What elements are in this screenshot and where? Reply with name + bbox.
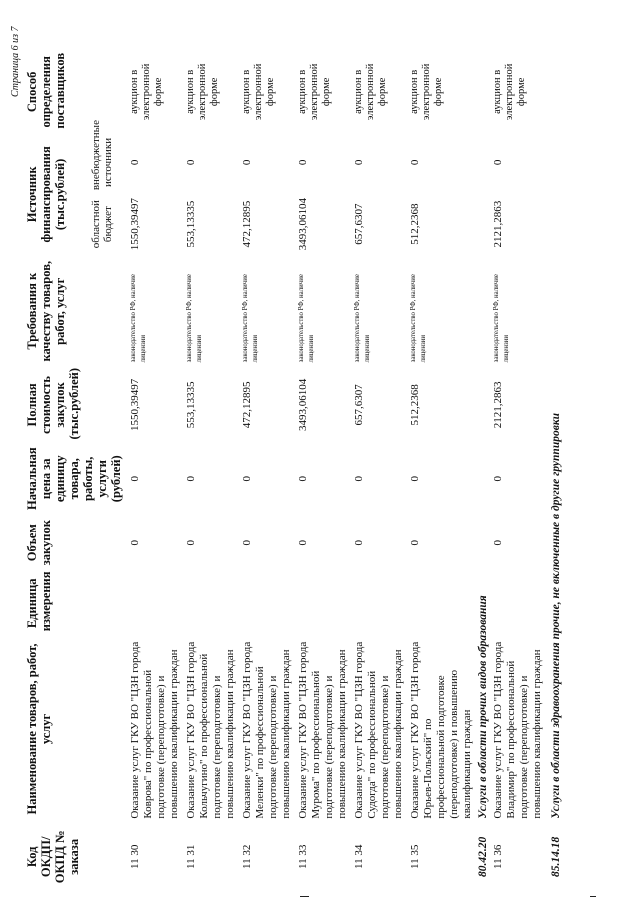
row-regional: 553,13335: [185, 200, 197, 248]
header-code: Код ОКДП/ ОКПД № заказа: [25, 830, 81, 884]
row-name: Оказание услуг ГКУ ВО "ЦЗН города Меленки" по профессиональной подготовке (переподготовке) и повышению квалификации граждан: [241, 641, 292, 819]
row-unit: [127, 571, 183, 635]
header-volume: Объем закупок: [25, 520, 53, 566]
row-offbudget: 0: [185, 159, 197, 166]
row-unit: [490, 571, 546, 635]
table-row: [351, 51, 407, 891]
page-footer: Страница 6 из 7: [10, 26, 21, 97]
row-price: 0: [409, 476, 421, 482]
row-cost: 3493,06104: [297, 378, 309, 432]
table-row: [295, 51, 351, 891]
scan-mark: [300, 896, 309, 897]
row-cost: 657,6307: [353, 384, 365, 426]
row-volume: 0: [129, 539, 141, 546]
row-offbudget: 0: [241, 159, 253, 166]
row-method: аукцион в электронной форме: [129, 63, 164, 121]
row-requirements: законодательство РФ, наличие лицензии: [354, 274, 371, 363]
row-unit: [183, 571, 239, 635]
row-name: Оказание услуг ГКУ ВО "ЦЗН города Коврова" по профессиональной подготовке (переподготовке) и повышению квалификации граждан: [129, 641, 180, 819]
header-funding-offbudget: внебюджетные источники: [89, 120, 114, 191]
row-requirements: законодательство РФ, наличие лицензии: [410, 274, 427, 363]
table-row: [490, 51, 546, 891]
row-regional: 512,2368: [409, 203, 421, 245]
row-code: 11 31: [185, 844, 197, 869]
row-name: Оказание услуг ГКУ ВО "ЦЗН города Владимир" по профессиональной подготовке (переподготовке) и повышению квалификации граждан: [492, 641, 543, 819]
header-name: Наименование товаров, работ, услуг: [25, 643, 53, 815]
header-unit: Единица измерения: [25, 571, 53, 632]
row-volume: 0: [185, 539, 197, 546]
row-volume: 0: [297, 539, 309, 546]
row-requirements: законодательство РФ, наличие лицензии: [493, 274, 510, 363]
row-regional: 3493,06104: [297, 198, 309, 251]
group-title: Услуги в области здравоохранения прочие, не включенные в другие группировки: [550, 412, 562, 819]
row-method: аукцион в электронной форме: [353, 63, 388, 121]
row-unit: [407, 571, 476, 635]
row-code: 11 36: [492, 844, 504, 869]
group-title: Услуги в области прочих видов образования: [477, 595, 489, 819]
row-price: 0: [353, 476, 365, 482]
row-offbudget: 0: [129, 159, 141, 166]
row-code: 11 34: [353, 844, 365, 869]
header-full-cost: Полная стоимость закупок (тыс.рублей): [25, 368, 81, 440]
row-volume: 0: [409, 539, 421, 546]
header-requirements: Требования к качеству товаров, работ, услуг: [25, 260, 67, 362]
group-row: [476, 51, 490, 891]
row-code: 11 35: [409, 844, 421, 869]
row-name: Оказание услуг ГКУ ВО "ЦЗН города Судогда" по профессиональной подготовке (переподготовке) и повышению квалификации граждан: [353, 641, 404, 819]
row-offbudget: 0: [353, 159, 365, 166]
row-cost: 1550,39497: [129, 378, 141, 432]
header-method: Способ определения поставщиков: [25, 52, 67, 129]
row-regional: 2121,2863: [492, 200, 504, 248]
row-offbudget: 0: [409, 159, 421, 166]
row-price: 0: [297, 476, 309, 482]
row-regional: 657,6307: [353, 203, 365, 245]
row-method: аукцион в электронной форме: [297, 63, 332, 121]
table-row: [239, 51, 295, 891]
row-unit: [239, 571, 295, 635]
row-name: Оказание услуг ГКУ ВО "ЦЗН города Мурома" по профессиональной подготовке (переподготовке) и повышению квалификации граждан: [297, 641, 348, 819]
row-regional: 472,12895: [241, 200, 253, 248]
row-requirements: законодательство РФ, наличие лицензии: [298, 274, 315, 363]
row-method: аукцион в электронной форме: [185, 63, 220, 121]
row-price: 0: [492, 476, 504, 482]
row-price: 0: [129, 476, 141, 482]
row-regional: 1550,39497: [129, 198, 141, 251]
row-name: Оказание услуг ГКУ ВО "ЦЗН города Юрьев-Польский" по профессиональной подготовке (переподготовке) и повышению квалификации граждан: [409, 641, 473, 819]
header-funding-regional: областной бюджет: [89, 200, 114, 249]
table-row: [407, 51, 476, 891]
row-volume: 0: [492, 539, 504, 546]
row-volume: 0: [353, 539, 365, 546]
row-method: аукцион в электронной форме: [492, 63, 527, 121]
header-funding: Источник финансирования (тыс.рублей): [25, 146, 67, 243]
row-price: 0: [241, 476, 253, 482]
row-requirements: законодательство РФ, наличие лицензии: [242, 274, 259, 363]
row-method: аукцион в электронной форме: [409, 63, 444, 121]
row-offbudget: 0: [492, 159, 504, 166]
row-requirements: законодательство РФ, наличие лицензии: [186, 274, 203, 363]
scan-mark: [590, 896, 596, 897]
row-name: Оказание услуг ГКУ ВО "ЦЗН города Кольчугино" по профессиональной подготовке (переподготовке) и повышению квалификации граждан: [185, 641, 236, 819]
row-volume: 0: [241, 539, 253, 546]
row-offbudget: 0: [297, 159, 309, 166]
group-code: 80.42.20: [477, 836, 489, 877]
row-requirements: законодательство РФ, наличие лицензии: [130, 274, 147, 363]
row-method: аукцион в электронной форме: [241, 63, 276, 121]
row-unit: [295, 571, 351, 635]
row-cost: 472,12895: [241, 381, 253, 429]
procurement-table: [22, 51, 563, 891]
row-price: 0: [185, 476, 197, 482]
row-cost: 2121,2863: [492, 381, 504, 429]
row-unit: [351, 571, 407, 635]
group-code: 85.14.18: [550, 836, 562, 877]
table-row: [183, 51, 239, 891]
table-row: [127, 51, 183, 891]
row-cost: 512,2368: [409, 384, 421, 426]
header-start-price: Начальная цена за единицу товара, работы, услуги (рублей): [25, 447, 123, 511]
group-row: [546, 51, 563, 891]
row-cost: 553,13335: [185, 381, 197, 429]
row-code: 11 32: [241, 844, 253, 869]
row-code: 11 30: [129, 844, 141, 869]
row-code: 11 33: [297, 844, 309, 869]
